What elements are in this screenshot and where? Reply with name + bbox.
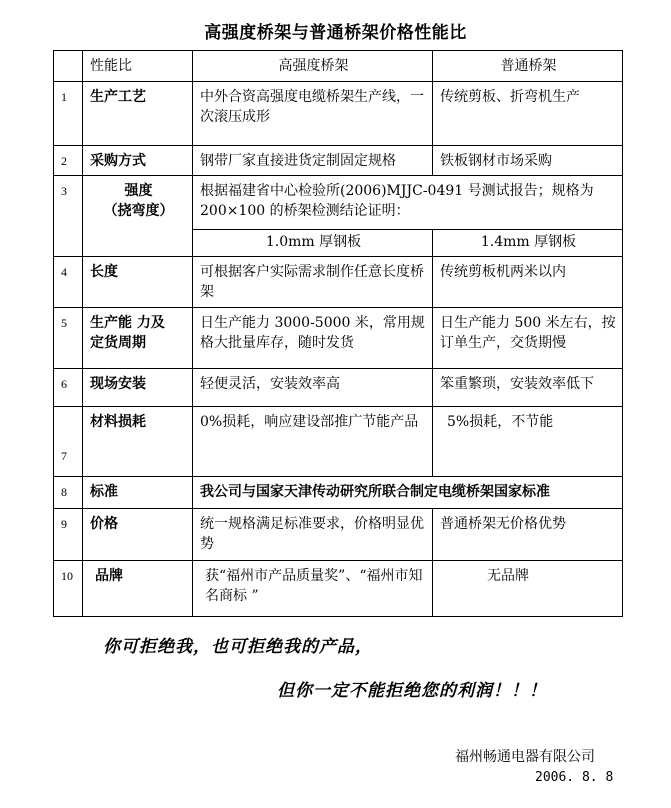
row-item: 生产工艺	[83, 82, 193, 146]
normal-cell: 铁板钢材市场采购	[433, 146, 623, 176]
table-row	[54, 176, 623, 230]
row-item: 标准	[83, 477, 193, 509]
row-number: 9	[54, 509, 83, 561]
table-row	[54, 369, 623, 407]
high-strength-cell: 获“福州市产品质量奖”、“福州市知名商标 ”	[193, 561, 433, 617]
high-strength-cell: 可根据客户实际需求制作任意长度桥架	[193, 257, 433, 308]
high-strength-cell: 日生产能力 3000-5000 米，常用规格大批量库存，随时发货	[193, 308, 433, 369]
row-number: 1	[54, 82, 83, 146]
row-number: 7	[54, 407, 83, 477]
table-row	[54, 82, 623, 146]
high-strength-cell: 中外合资高强度电缆桥架生产线，一次滚压成形	[193, 82, 433, 146]
table-row	[54, 561, 623, 617]
row-item-line2: （挠弯度）	[103, 203, 174, 219]
row-item: 品牌	[83, 561, 193, 617]
row-number: 5	[54, 308, 83, 369]
normal-cell: 5%损耗，不节能	[433, 407, 623, 477]
high-strength-cell: 钢带厂家直接进货定制固定规格	[193, 146, 433, 176]
row-item-line1: 生产能 力及	[90, 315, 165, 331]
high-strength-cell: 轻便灵活，安装效率高	[193, 369, 433, 407]
table-header-row	[54, 51, 623, 82]
normal-cell: 1.4mm 厚钢板	[433, 230, 623, 257]
header-blank	[54, 51, 83, 82]
row-item: 价格	[83, 509, 193, 561]
row-item-line1: 强度	[124, 183, 153, 199]
table-row	[54, 257, 623, 308]
comparison-table	[53, 50, 623, 617]
document-date: 2006. 8. 8	[535, 770, 614, 785]
row-item: 材料损耗	[83, 407, 193, 477]
table-row	[54, 407, 623, 477]
header-high-strength: 高强度桥架	[193, 51, 433, 82]
normal-cell: 普通桥架无价格优势	[433, 509, 623, 561]
high-strength-cell: 0%损耗，响应建设部推广节能产品	[193, 407, 433, 477]
merged-cell: 根据福建省中心检验所(2006)MJJC-0491 号测试报告；规格为 200×100 的桥架检测结论证明：	[193, 176, 623, 230]
row-item: 长度	[83, 257, 193, 308]
table-row	[54, 146, 623, 176]
table-row	[54, 308, 623, 369]
row-item: 现场安装	[83, 369, 193, 407]
company-name: 福州畅通电器有限公司	[455, 749, 595, 765]
table-row	[54, 509, 623, 561]
row-item-line2: 定货周期	[90, 335, 146, 351]
normal-cell: 笨重繁琐，安装效率低下	[433, 369, 623, 407]
document-title: 高强度桥架与普通桥架价格性能比	[204, 23, 467, 43]
row-number: 3	[54, 176, 83, 257]
normal-cell: 传统剪板机两米以内	[433, 257, 623, 308]
row-item	[83, 176, 193, 257]
row-item	[83, 308, 193, 369]
normal-cell: 日生产能力 500 米左右，按订单生产，交货期慢	[433, 308, 623, 369]
header-normal: 普通桥架	[433, 51, 623, 82]
row-number: 8	[54, 477, 83, 509]
slogan-line-1: 你可拒绝我，也可拒绝我的产品，	[103, 637, 373, 657]
row-number: 2	[54, 146, 83, 176]
high-strength-cell: 统一规格满足标准要求，价格明显优势	[193, 509, 433, 561]
normal-cell: 传统剪板、折弯机生产	[433, 82, 623, 146]
high-strength-cell: 1.0mm 厚钢板	[193, 230, 433, 257]
normal-cell: 无品牌	[433, 561, 623, 617]
table-row	[54, 477, 623, 509]
header-performance: 性能比	[83, 51, 193, 82]
row-number: 10	[54, 561, 83, 617]
row-item: 采购方式	[83, 146, 193, 176]
row-number: 4	[54, 257, 83, 308]
row-number: 6	[54, 369, 83, 407]
merged-cell: 我公司与国家天津传动研究所联合制定电缆桥架国家标准	[193, 477, 623, 509]
slogan-line-2: 但你一定不能拒绝您的利润！！！	[277, 681, 547, 701]
